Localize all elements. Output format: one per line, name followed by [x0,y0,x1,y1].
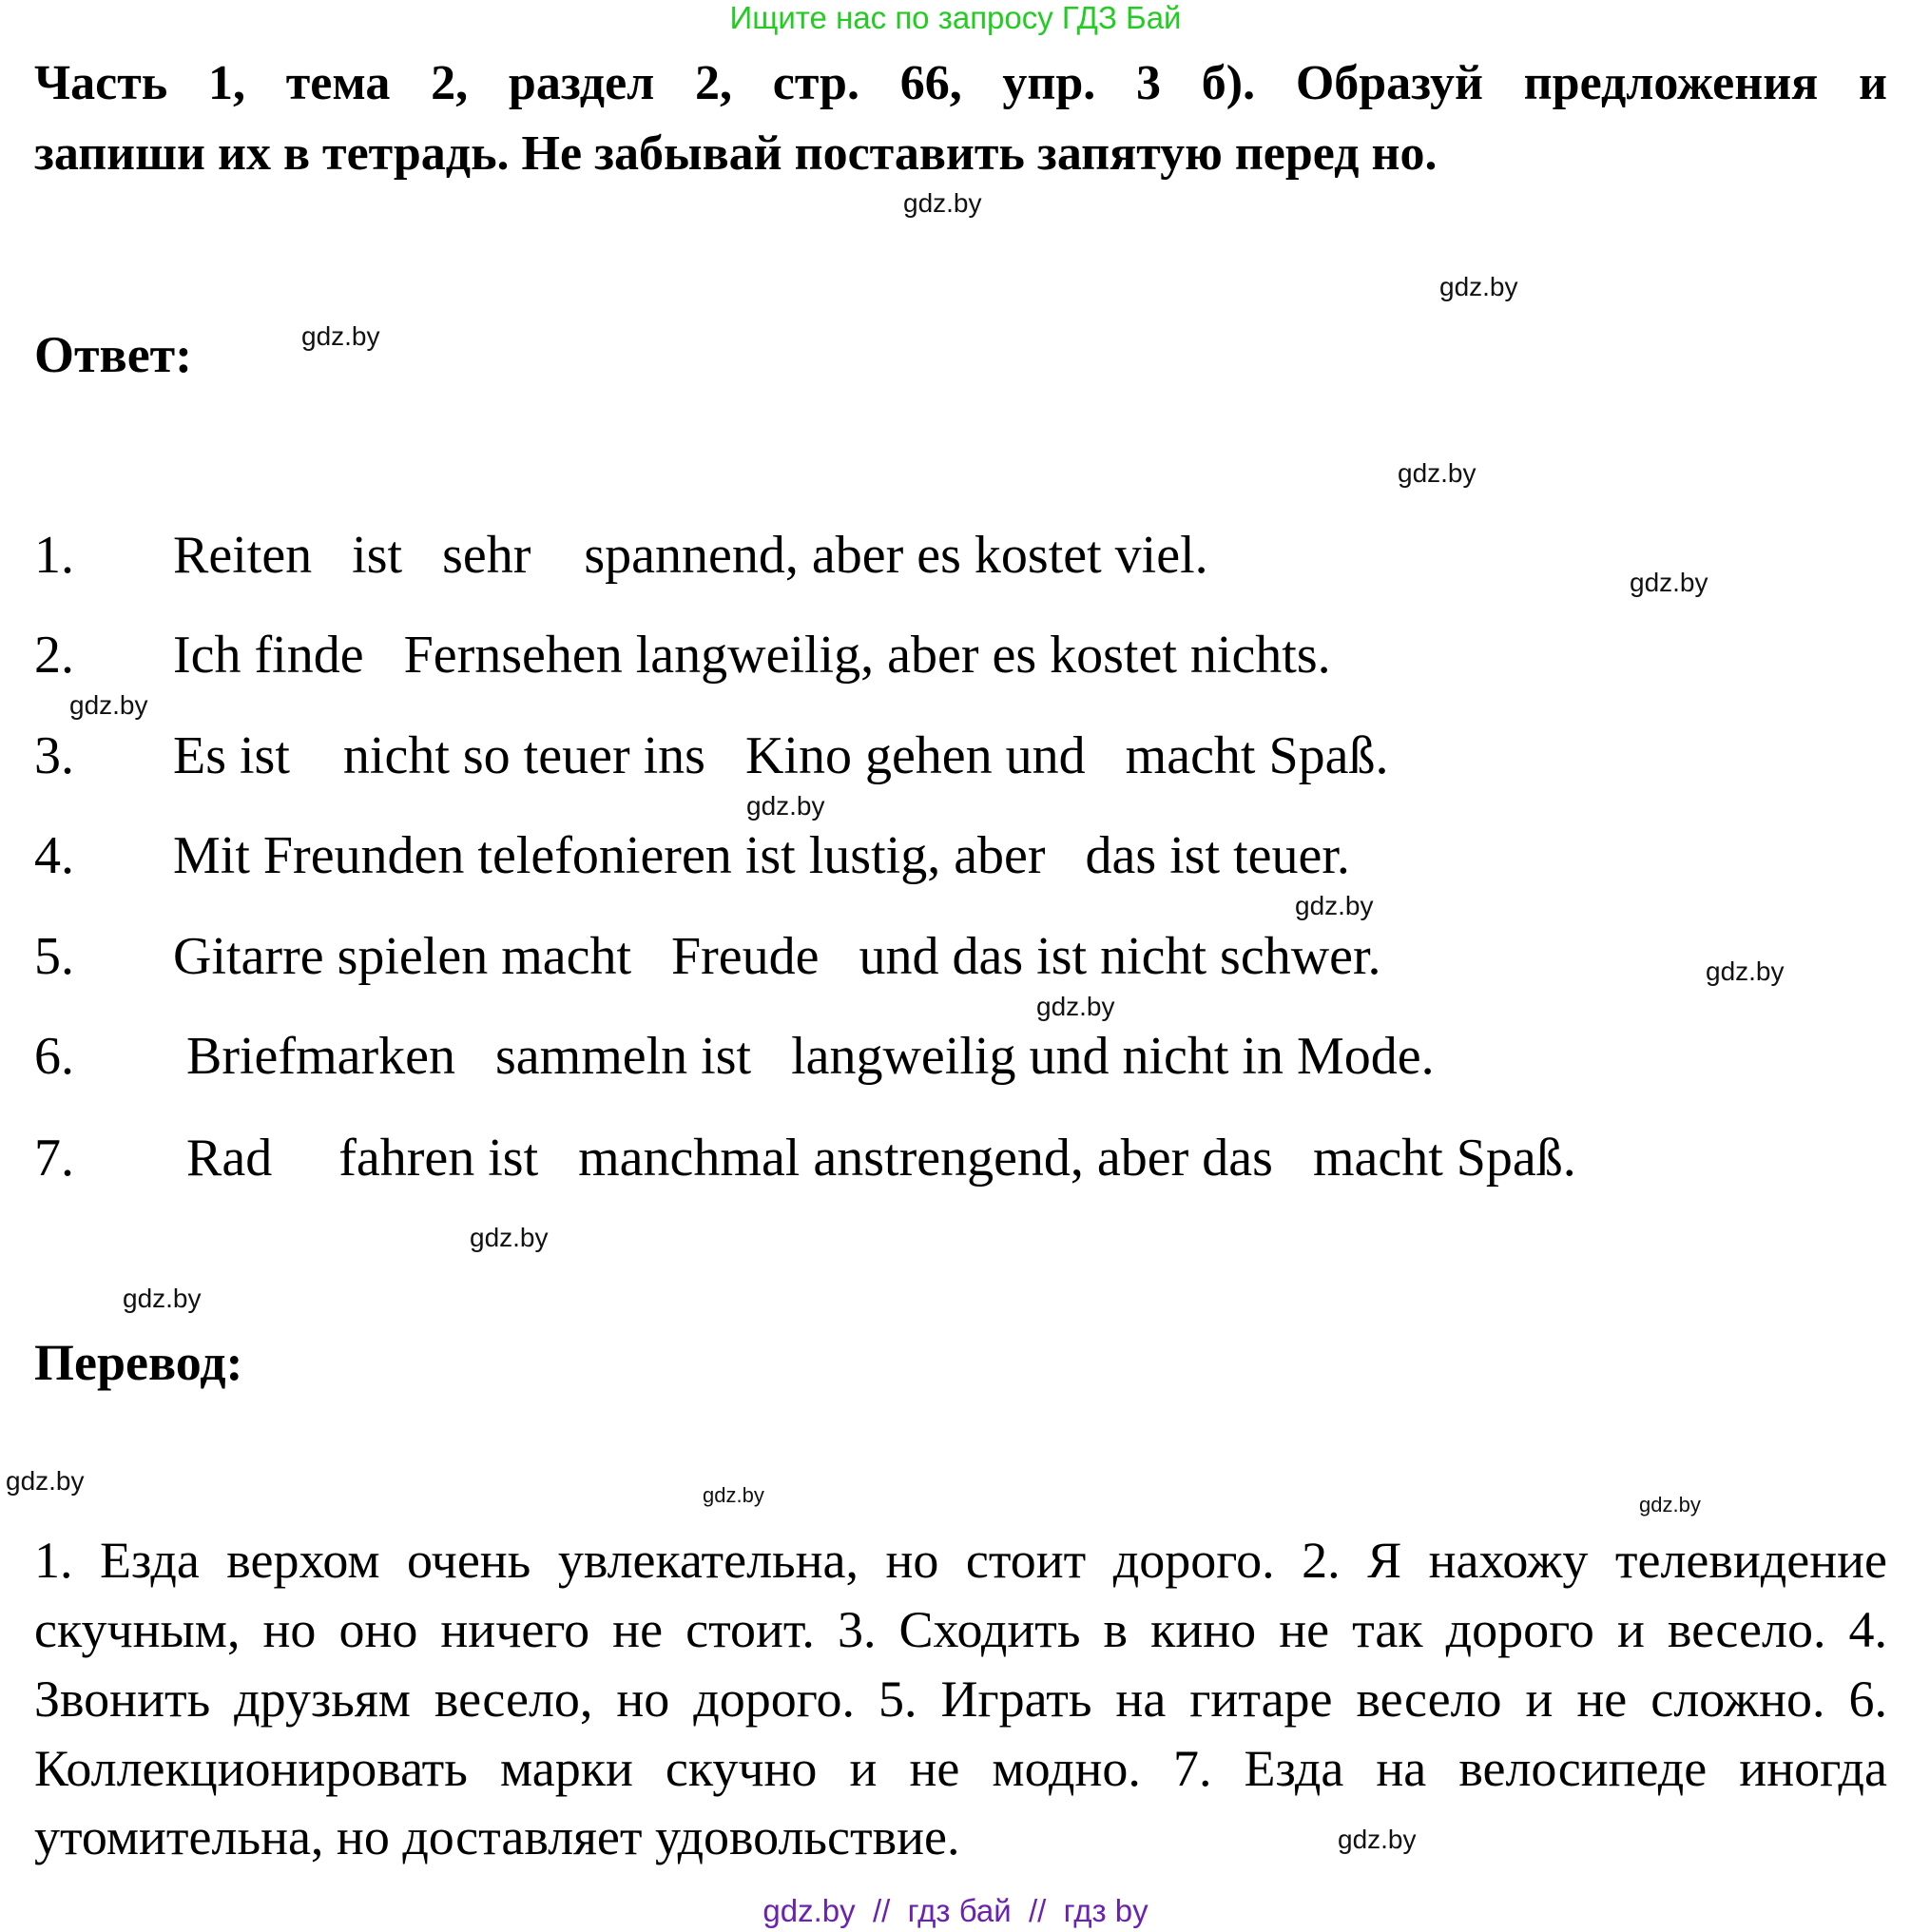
answer-number: 6. [34,1027,74,1086]
answer-text: Briefmarken sammeln ist langweilig und nicht in Mode. [173,1027,1435,1086]
answer-text: Gitarre spielen macht Freude und das ist nicht schwer. [173,927,1381,986]
answer-text: Es ist nicht so teuer ins Kino gehen und macht Spaß. [173,726,1389,785]
translation-line: утомительна, но доставляет удовольствие. [34,1808,960,1865]
answer-number: 3. [34,726,74,785]
translation-line: Коллекционировать марки скучно и не модно. 7. Езда на велосипеде иногда [34,1740,1887,1797]
answer-number: 2. [34,626,74,685]
answer-heading: Ответ: [34,326,193,383]
watermark: gdz.by [1338,1825,1417,1854]
watermark: gdz.by [1706,956,1785,986]
watermark: gdz.by [123,1284,202,1313]
exercise-title-line-2: запиши их в тетрадь. Не забывай поставить запятую перед но. [34,126,1438,181]
answer-number: 7. [34,1129,74,1188]
translation-line: Звонить друзьям весело, но дорого. 5. Играть на гитаре весело и не сложно. 6. [34,1671,1887,1728]
watermark: gdz.by [301,321,380,351]
watermark: gdz.by [470,1223,549,1252]
watermark: gdz.by [703,1483,764,1507]
answer-text: Reiten ist sehr spannend, aber es kostet viel. [173,526,1208,585]
answer-text: Ich finde Fernsehen langweilig, aber es kostet nichts. [173,626,1331,685]
watermark: gdz.by [1398,458,1477,488]
watermark: gdz.by [1639,1493,1701,1517]
watermark: gdz.by [903,188,982,218]
watermark: gdz.by [1295,891,1374,920]
watermark: gdz.by [746,791,825,821]
watermark: gdz.by [1439,272,1518,301]
search-banner: Ищите нас по запросу ГДЗ Бай [729,0,1182,35]
exercise-title-line-1: Часть 1, тема 2, раздел 2, стр. 66, упр. 3 б). Образуй предложения и [34,56,1887,110]
watermark: gdz.by [69,690,148,720]
answer-number: 1. [34,526,74,585]
answer-number: 4. [34,826,74,885]
footer-links: gdz.by // гдз бай // гдз by [762,1893,1149,1928]
answer-text: Rad fahren ist manchmal anstrengend, aber das macht Spaß. [173,1129,1576,1188]
watermark: gdz.by [1036,992,1115,1021]
watermark: gdz.by [1630,568,1708,597]
watermark: gdz.by [6,1466,85,1496]
answer-text: Mit Freunden telefonieren ist lustig, aber das ist teuer. [173,826,1350,885]
translation-heading: Перевод: [34,1334,243,1391]
translation-line: скучным, но оно ничего не стоит. 3. Сходить в кино не так дорого и весело. 4. [34,1601,1887,1658]
translation-line: 1. Езда верхом очень увлекательна, но стоит дорого. 2. Я нахожу телевидение [34,1532,1887,1589]
answer-number: 5. [34,927,74,986]
